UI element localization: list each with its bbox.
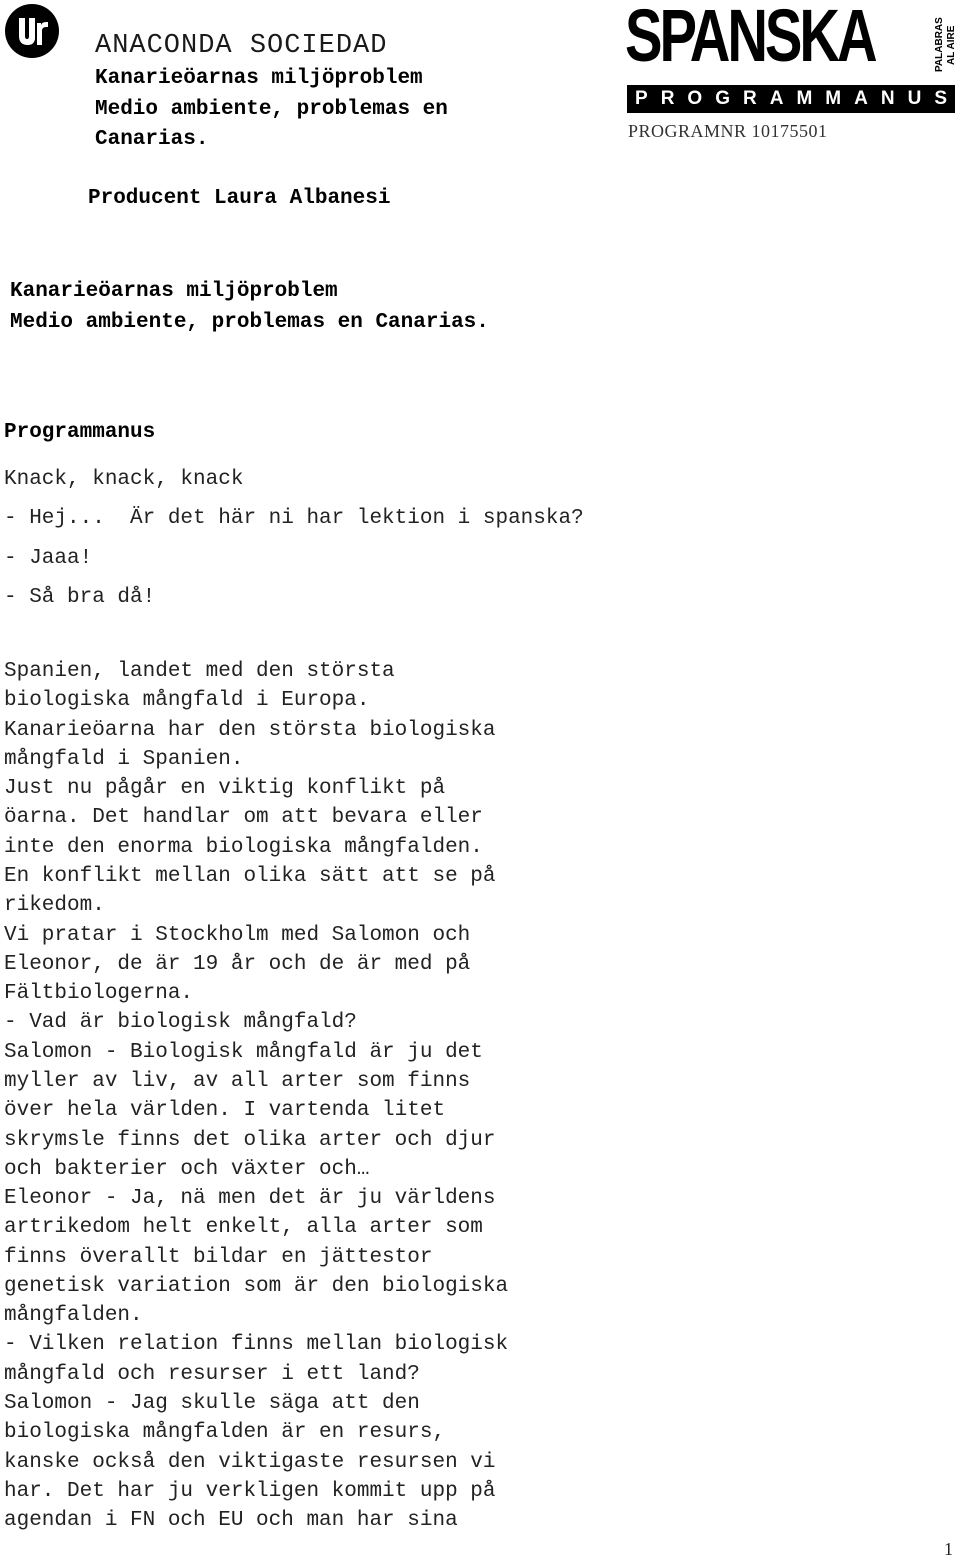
producer-credit: Producent Laura Albanesi xyxy=(88,187,391,210)
logo-bar-letter: M xyxy=(825,88,842,109)
script-line: Salomon - Biologisk mångfald är ju det xyxy=(4,1040,483,1064)
logo-bar-letter: R xyxy=(660,88,675,109)
logo-bar-letter: P xyxy=(635,88,648,109)
script-line: finns överallt bildar en jättestor xyxy=(4,1245,433,1269)
script-line: mångfalden. xyxy=(4,1304,143,1328)
header-block xyxy=(95,28,615,156)
script-line: Knack, knack, knack xyxy=(4,468,244,491)
ur-logo xyxy=(4,3,60,59)
page-number: 1 xyxy=(944,1539,953,1559)
logo-bar-letter: O xyxy=(687,88,703,109)
logo-bar-letter: S xyxy=(934,88,947,109)
subtitle-line: Kanarieöarnas miljöproblem xyxy=(10,280,338,303)
script-line: rikedom. xyxy=(4,894,105,918)
script-line: Vi pratar i Stockholm med Salomon och xyxy=(4,923,471,947)
script-line: artrikedom helt enkelt, alla arter som xyxy=(4,1216,483,1240)
script-line: - Jaaa! xyxy=(4,546,93,570)
logo-tagline xyxy=(933,7,959,83)
script-line: och bakterier och växter och… xyxy=(4,1157,370,1181)
script-line: har. Det har ju verkligen kommit upp på xyxy=(4,1479,496,1503)
logo-bar-letter: G xyxy=(715,88,730,109)
script-line: skrymsle finns det olika arter och djur xyxy=(4,1128,496,1152)
script-line: mångfald i Spanien. xyxy=(4,747,244,771)
program-subtitle xyxy=(10,277,489,338)
script-line: Eleonor, de är 19 år och de är med på xyxy=(4,952,471,976)
section-label: Programmanus xyxy=(4,421,156,444)
logo-tagline-line: PALABRAS xyxy=(934,17,945,73)
script-line: över hela världen. I vartenda litet xyxy=(4,1099,446,1123)
script-line: - Vilken relation finns mellan biologisk xyxy=(4,1333,509,1357)
script-line: Kanarieöarna har den största biologiska xyxy=(4,718,496,742)
logo-bar-letter: A xyxy=(854,88,868,109)
script-line: Spanien, landet med den största xyxy=(4,660,395,683)
logo-bar-letter: N xyxy=(880,88,895,109)
script-body xyxy=(4,657,508,1535)
script-line: inte den enorma biologiska mångfalden. xyxy=(4,835,483,859)
header-line: Canarias. xyxy=(95,128,209,151)
script-line: agendan i FN och EU och man har sina xyxy=(4,1509,458,1533)
script-line: Fältbiologerna. xyxy=(4,982,194,1006)
header-line: Medio ambiente, problemas en xyxy=(95,97,448,121)
logo-bar-letter: M xyxy=(796,88,813,109)
script-line: kanske också den viktigaste resursen vi xyxy=(4,1450,496,1474)
logo-bar xyxy=(627,85,955,113)
logo-bar-letter: U xyxy=(907,88,922,109)
program-number: PROGRAMNR 10175501 xyxy=(628,121,828,141)
script-line: - Vad är biologisk mångfald? xyxy=(4,1011,357,1035)
script-line: - Så bra då! xyxy=(4,585,156,609)
header-line: Kanarieöarnas miljöproblem xyxy=(95,67,423,90)
intro-dialogue xyxy=(4,460,584,617)
script-line: Eleonor - Ja, nä men det är ju världens xyxy=(4,1187,496,1211)
script-line: myller av liv, av all arter som finns xyxy=(4,1069,471,1093)
script-line: Salomon - Jag skulle säga att den xyxy=(4,1392,420,1416)
script-line: genetisk variation som är den biologiska xyxy=(4,1274,509,1298)
script-line: En konflikt mellan olika sätt att se på xyxy=(4,864,496,888)
logo-word: SPANSKA xyxy=(625,0,875,77)
script-line: öarna. Det handlar om att bevara eller xyxy=(4,806,483,830)
script-line: mångfald och resurser i ett land? xyxy=(4,1362,420,1386)
logo-bar-letter: A xyxy=(769,88,784,109)
subtitle-line: Medio ambiente, problemas en Canarias. xyxy=(10,310,489,334)
script-line: biologiska mångfalden är en resurs, xyxy=(4,1421,446,1445)
series-title: ANACONDA SOCIEDAD xyxy=(95,31,388,61)
script-line: biologiska mångfald i Europa. xyxy=(4,689,370,713)
spanska-logo xyxy=(625,0,957,113)
logo-tagline-line: AL AIRE xyxy=(946,25,957,65)
logo-bar-letter: R xyxy=(742,88,757,109)
script-line: - Hej... Är det här ni har lektion i spanska? xyxy=(4,507,584,531)
script-line: Just nu pågår en viktig konflikt på xyxy=(4,777,446,801)
